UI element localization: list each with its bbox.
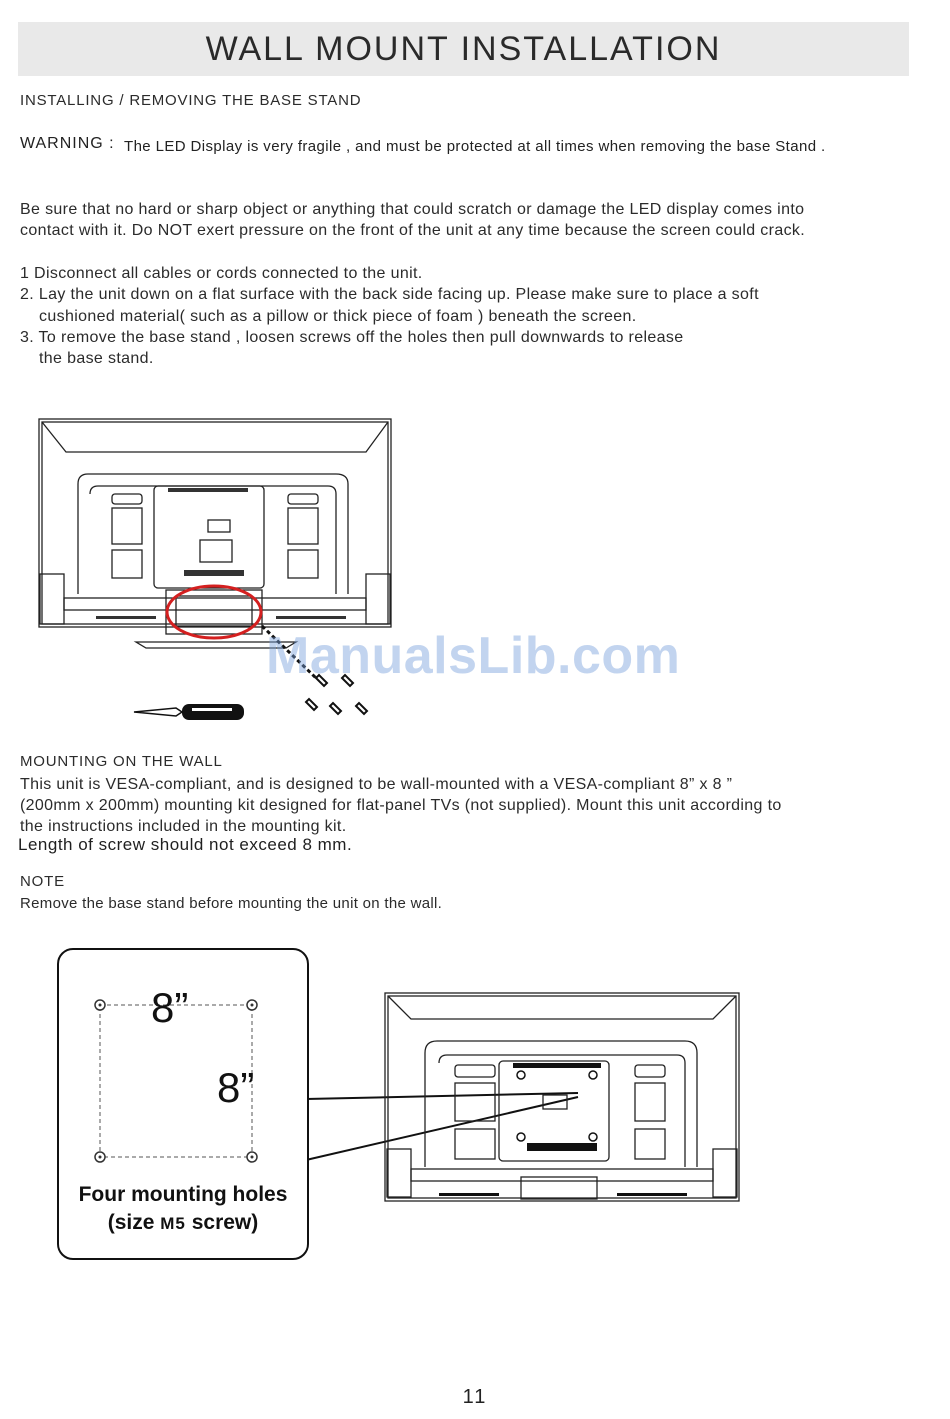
vesa-line-1: This unit is VESA-compliant, and is designed to be wall-mounted with a VESA-compliant 8” x 8 ”: [20, 776, 733, 793]
vesa-line-2: (200mm x 200mm) mounting kit designed for flat-panel TVs (not supplied). Mount this unit according to: [20, 797, 782, 814]
step-1: 1 Disconnect all cables or cords connected to the unit.: [20, 265, 423, 282]
note-heading: NOTE: [20, 873, 65, 890]
holes-label-line-1: Four mounting holes: [78, 1183, 288, 1206]
holes-label-prefix: (size: [107, 1211, 161, 1234]
section-heading-wall-mount: MOUNTING ON THE WALL: [20, 753, 223, 770]
section-heading-base-stand: INSTALLING / REMOVING THE BASE STAND: [20, 92, 362, 109]
dimension-horizontal: 8”: [151, 984, 189, 1031]
step-3-continued: the base stand.: [39, 350, 154, 367]
step-2: 2. Lay the unit down on a flat surface with the back side facing up. Please make sure to place a soft: [20, 286, 759, 303]
step-3: 3. To remove the base stand , loosen screws off the holes then pull downwards to release: [20, 329, 684, 346]
caution-line-2: contact with it. Do NOT exert pressure on the front of the unit at any time because the screen could crack.: [20, 222, 806, 239]
watermark: ManualsLib.com: [266, 627, 681, 685]
holes-label-line-2: [59, 1209, 307, 1238]
mounting-holes-callout: [57, 948, 309, 1260]
note-text: Remove the base stand before mounting the unit on the wall.: [20, 895, 443, 912]
warning-text: The LED Display is very fragile , and must be protected at all times when removing the base Stand .: [124, 138, 826, 155]
holes-label-suffix: screw): [185, 1211, 259, 1234]
page-title: WALL MOUNT INSTALLATION: [205, 30, 722, 68]
vesa-line-3: the instructions included in the mounting kit.: [20, 818, 347, 835]
screw-size: M5: [160, 1214, 186, 1233]
warning-label: WARNING :: [20, 135, 115, 152]
page-number: 11: [462, 1386, 488, 1408]
tv-back-mount-diagram: [383, 991, 743, 1223]
caution-line-1: Be sure that no hard or sharp object or anything that could scratch or damage the LED display comes into: [20, 201, 805, 218]
step-2-continued: cushioned material( such as a pillow or thick piece of foam ) beneath the screen.: [39, 308, 637, 325]
screw-length-note: Length of screw should not exceed 8 mm.: [18, 835, 353, 854]
dimension-vertical: 8”: [217, 1064, 255, 1111]
